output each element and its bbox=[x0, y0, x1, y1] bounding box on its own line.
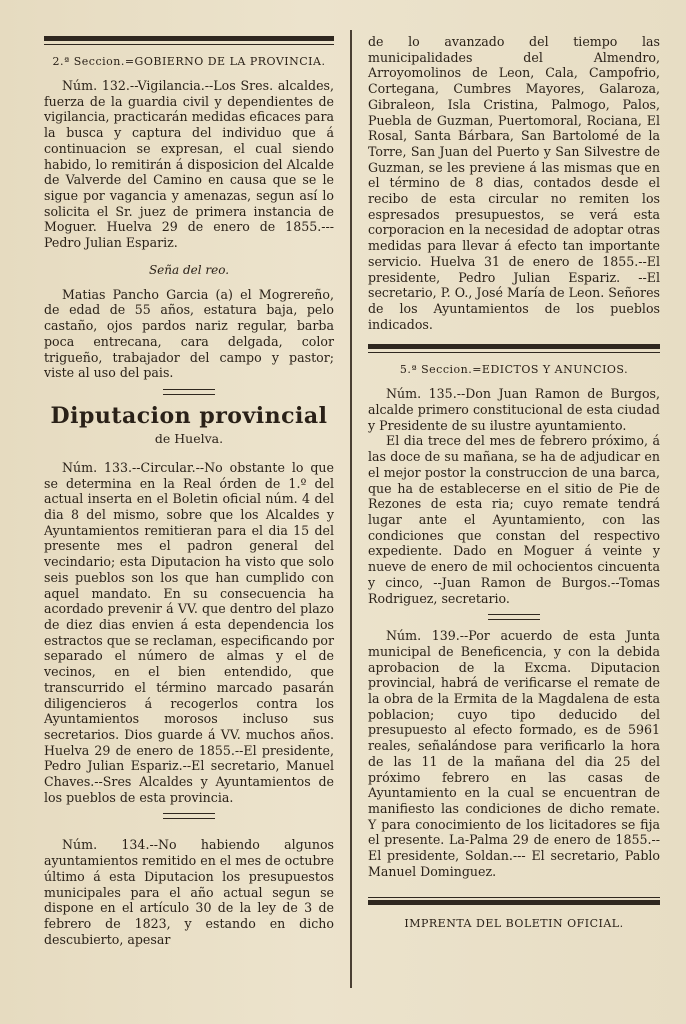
column-divider bbox=[350, 30, 352, 988]
right-column bbox=[368, 34, 660, 930]
bottom-rule-right-thick bbox=[368, 900, 660, 905]
printer-footer: IMPRENTA DEL BOLETIN OFICIAL. bbox=[404, 917, 624, 931]
separator-rule bbox=[488, 614, 540, 620]
notice-135-body: El dia trece del mes de febrero próximo, á las doce de su mañana, se ha de adjudicar en el mejor postor la construccion de una barca, que ha de establecerse en el sitio de Pie de Rezones de esta ria; cuyo remate tendrá lugar ante el Ayuntamiento, con las condiciones que constan del respectivo expediente. Dado en Moguer á veinte y nueve de enero de mil ochocientos cincuenta y cinco, --Juan Ramon de Burgos.--Tomas Rodriguez, secretario. bbox=[368, 433, 660, 606]
diputacion-title: Diputacion provincial bbox=[50, 402, 328, 429]
sena-description: Matias Pancho Garcia (a) el Mogrereño, de edad de 55 años, estatura baja, pelo castaño, ojos pardos nariz regular, barba poca entrecana, cara delgada, color trigueño, trabajador del campo y pastor; viste al uso del pais. bbox=[44, 286, 334, 381]
diputacion-subtitle: de Huelva. bbox=[154, 430, 224, 446]
bottom-rule-right bbox=[368, 897, 660, 898]
notice-134-continued: de lo avanzado del tiempo las municipalidades del Almendro, Arroyomolinos de Leon, Cala, Campofrio, Cortegana, Cumbres Mayores, Galaroza, Gibraleon, Isla Cristina, Palmogo, Palos, Puebla de Guzman, Puertomoral, Rociana, El Rosal, Santa Bárbara, San Bartolomé de la Torre, San Juan del Puerto y San Silvestre de Guzman, se les previene á las mismas que en el término de 8 dias, contados desde el recibo de esta circular no remiten los espresados presupuestos, se verá esta corporacion en la necesidad de adoptar otras medidas para llevar á efecto tan importante servicio. Huelva 31 de enero de 1855.--El presidente, Pedro Julian Espariz. --El secretario, P. O., José María de Leon. Señores de los Ayuntamientos de los pueblos indicados. bbox=[368, 34, 660, 332]
section-rule-right bbox=[368, 344, 660, 349]
sena-caption: Seña del reo. bbox=[148, 262, 230, 277]
top-rule-left bbox=[44, 36, 334, 41]
notice-132: Núm. 132.--Vigilancia.--Los Sres. alcaldes, fuerza de la guardia civil y dependientes de vigilancia, practicarán medidas eficaces para la busca y captura del individuo que á continuacion se expresan, el cual siendo habido, lo remitirán á disposicion del Alcalde de Valverde del Camino en causa que se le sigue por vagancia y amenazas, segun así lo solicita el Sr. juez de primera instancia de Moguer. Huelva 29 de enero de 1855.--- Pedro Julian Espariz. bbox=[44, 78, 334, 251]
separator-rule bbox=[163, 813, 215, 819]
notice-134: Núm. 134.--No habiendo algunos ayuntamientos remitido en el mes de octubre último á esta Diputacion los presupuestos municipales para el año actual segun se dispone en el artículo 30 de la ley de 3 de febrero de 1823, y estando en dicho descubierto, apesar bbox=[44, 837, 335, 947]
separator-rule bbox=[163, 389, 215, 395]
top-rule-left-thin bbox=[44, 44, 334, 45]
section-heading-edictos: 5.ª Seccion.=EDICTOS Y ANUNCIOS. bbox=[399, 363, 629, 377]
notice-135: Núm. 135.--Don Juan Ramon de Burgos, alcalde primero constitucional de esta ciudad y Presidente de su ilustre ayuntamiento. bbox=[368, 386, 660, 433]
section-heading-gobierno: 2.ª Seccion.=GOBIERNO DE LA PROVINCIA. bbox=[52, 55, 326, 68]
notice-133: Núm. 133.--Circular.--No obstante lo que se determina en la Real órden de 1.º del actual inserta en el Boletin oficial núm. 4 del dia 8 del mismo, sobre que los Alcaldes y Ayuntamientos remitieran para el dia 15 del presente mes el padron general del vecindario; esta Diputacion ha visto que solo seis pueblos son los que han cumplido con aquel mandato. En su consecuencia ha acordado prevenir á VV. que dentro del plazo de diez dias envien á esta dependencia los estractos que se reclaman, especificando por separado el número de almas y el de vecinos, en el bien entendido, que transcurrido el término marcado pasarán diligencieros á recogerlos contra los Ayuntamientos morosos incluso sus secretarios. Dios guarde á VV. muchos años. Huelva 29 de enero de 1855.--El presidente, Pedro Julian Espariz.--El secretario, Manuel Chaves.--Sres Alcaldes y Ayuntamientos de los pueblos de esta provincia. bbox=[44, 459, 334, 805]
notice-139: Núm. 139.--Por acuerdo de esta Junta municipal de Beneficencia, y con la debida aprobacion de la Excma. Diputacion provincial, habrá de verificarse el remate de la obra de la Ermita de la Magdalena de esta poblacion; cuyo tipo deducido del presupuesto al efecto formado, es de 5961 reales, señalándose para verificarlo la hora de las 11 de la mañana del dia 25 del próximo febrero en las casas de Ayuntamiento en la cual se encuentran de manifiesto las condiciones de dicho remate. Y para conocimiento de los licitadores se fija el presente. La-Palma 29 de enero de 1855.--El presidente, Soldan.--- El secretario, Pablo Manuel Dominguez. bbox=[368, 628, 660, 879]
section-rule-right-thin bbox=[368, 352, 660, 353]
left-column bbox=[44, 36, 334, 947]
